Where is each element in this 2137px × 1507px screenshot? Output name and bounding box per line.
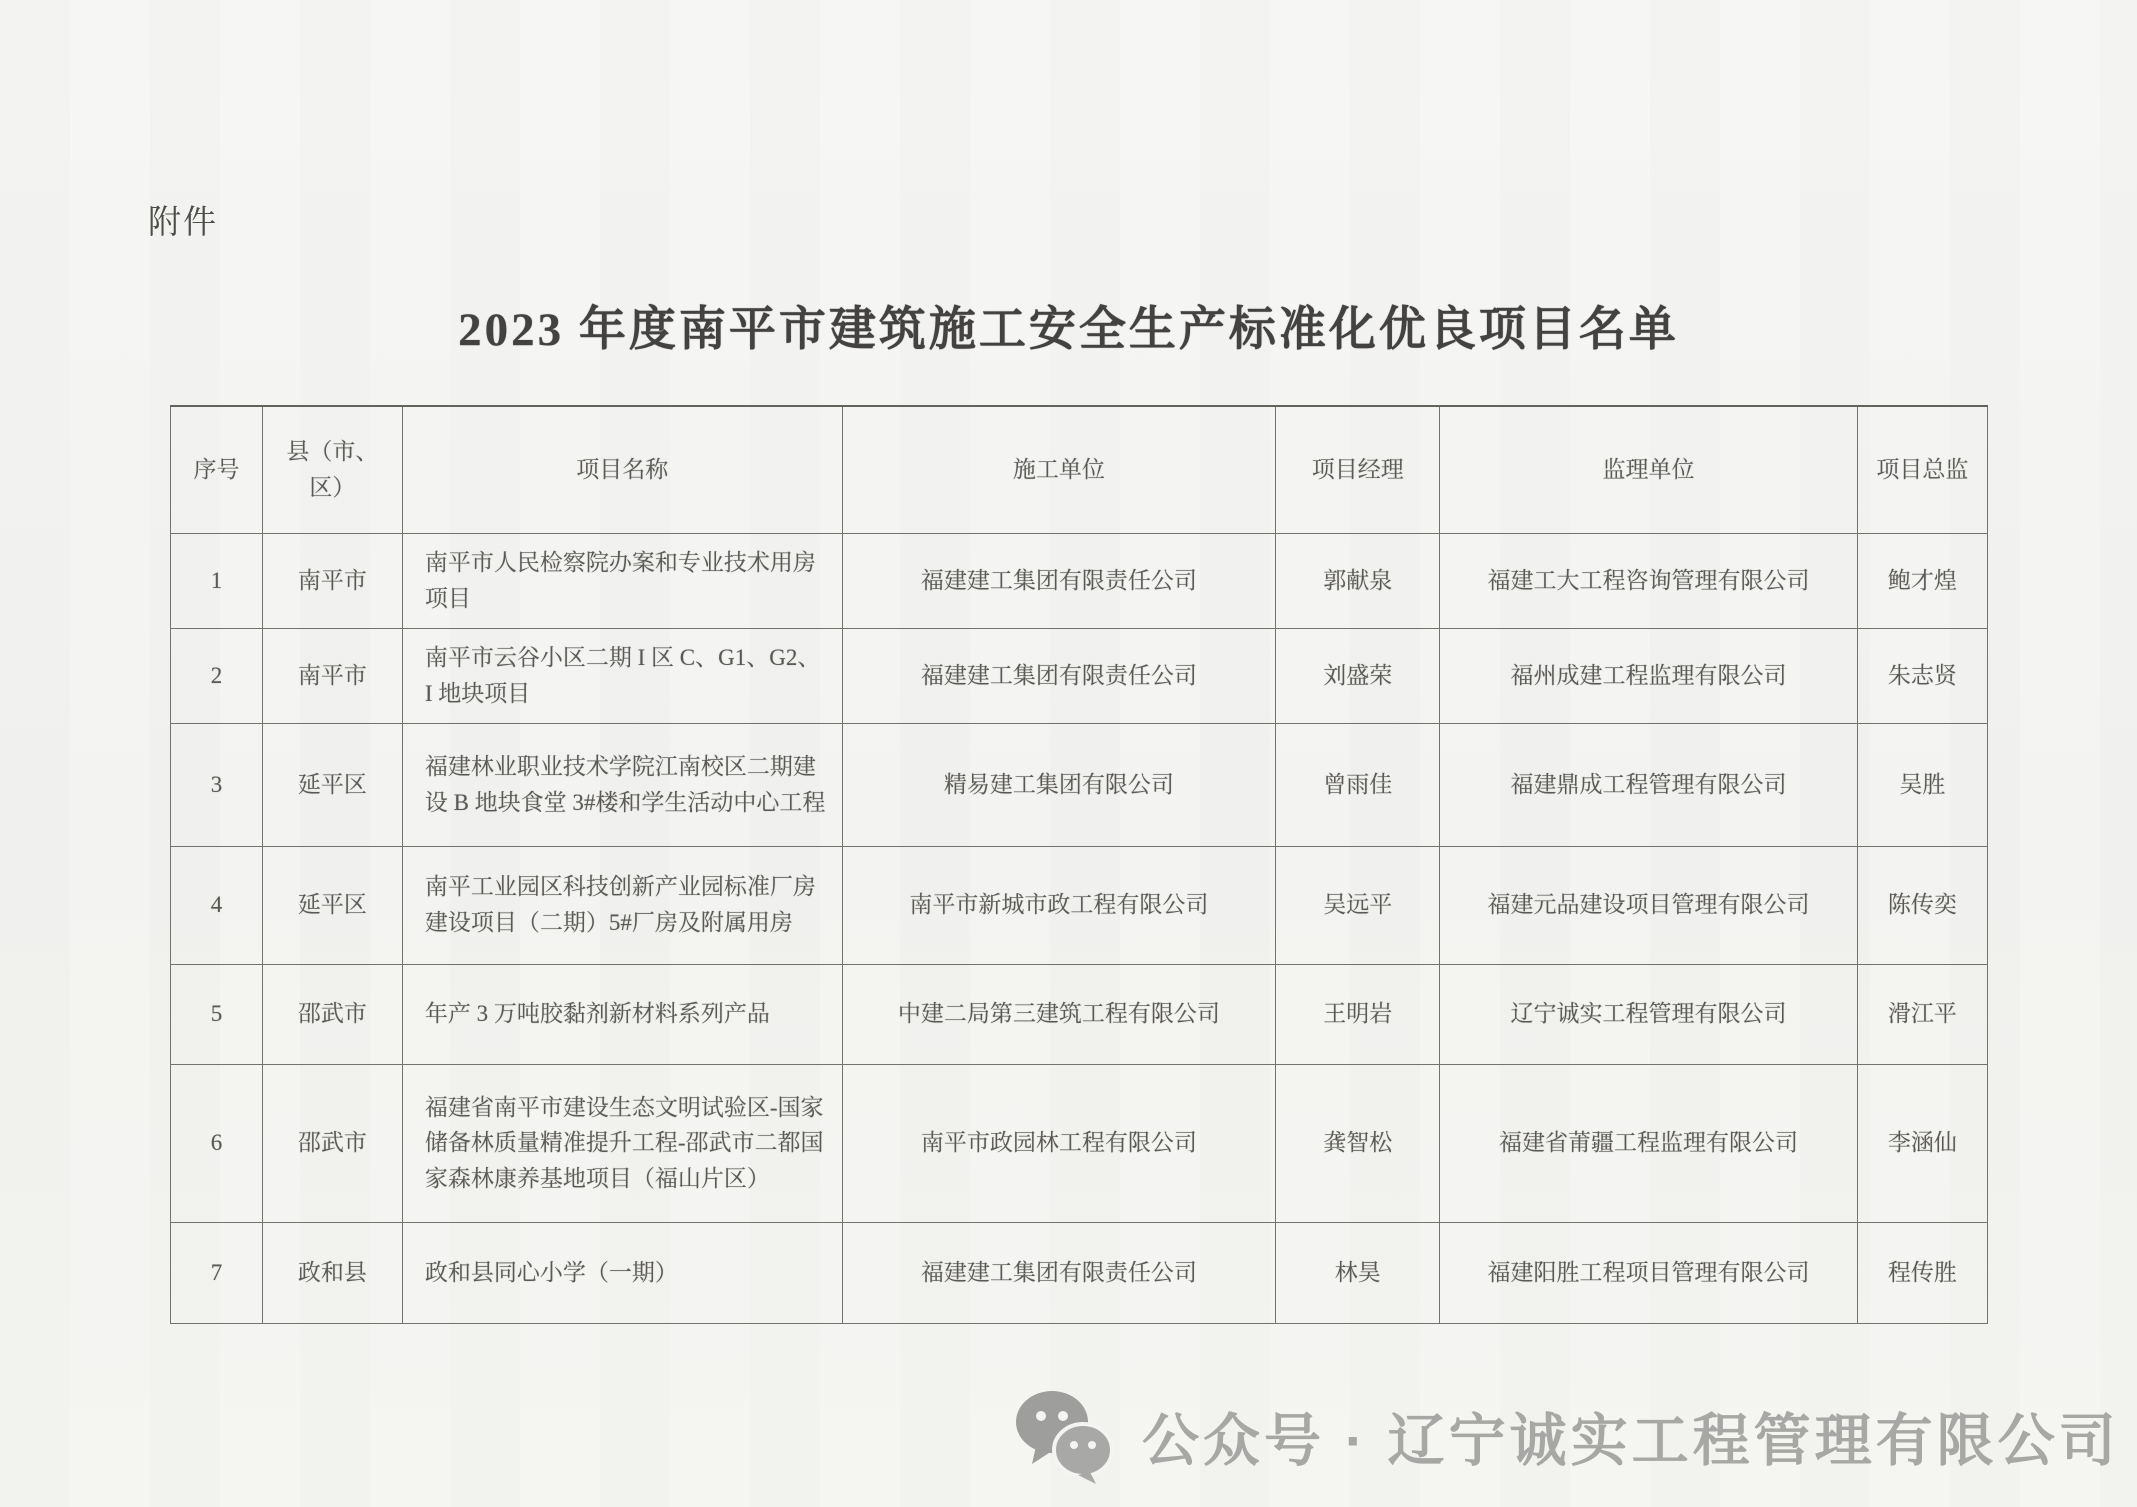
- table-cell: 福建林业职业技术学院江南校区二期建设 B 地块食堂 3#楼和学生活动中心工程: [402, 723, 842, 846]
- table-cell: 辽宁诚实工程管理有限公司: [1440, 964, 1858, 1064]
- table-cell: 南平市政园林工程有限公司: [842, 1064, 1276, 1222]
- header-project-manager: 项目经理: [1276, 406, 1440, 533]
- table-cell: 福建省南平市建设生态文明试验区-国家储备林质量精准提升工程-邵武市二都国家森林康养基地项目（福山片区）: [402, 1064, 842, 1222]
- table-cell: 福建阳胜工程项目管理有限公司: [1440, 1222, 1858, 1323]
- table-cell: 福建元品建设项目管理有限公司: [1440, 846, 1858, 964]
- header-county: 县（市、区）: [262, 406, 402, 533]
- table-cell: 鲍才煌: [1857, 533, 1987, 628]
- table-cell: 政和县: [262, 1222, 402, 1323]
- table-cell: 7: [171, 1222, 263, 1323]
- table-cell: 3: [171, 723, 263, 846]
- watermark: [1012, 1388, 2120, 1484]
- table-cell: 吴胜: [1857, 723, 1987, 846]
- header-chief-supervisor: 项目总监: [1857, 406, 1987, 533]
- table-cell: 年产 3 万吨胶黏剂新材料系列产品: [402, 964, 842, 1064]
- table-cell: 刘盛荣: [1276, 628, 1440, 723]
- table-row: [171, 723, 1988, 846]
- watermark-text: 公众号 · 辽宁诚实工程管理有限公司: [1142, 1409, 2120, 1473]
- table-cell: 李涵仙: [1857, 1064, 1987, 1222]
- table-row: [171, 1064, 1988, 1222]
- table-cell: 福建建工集团有限责任公司: [842, 628, 1276, 723]
- table-cell: 吴远平: [1276, 846, 1440, 964]
- table-cell: 6: [171, 1064, 263, 1222]
- table-cell: 陈传奕: [1857, 846, 1987, 964]
- table-cell: 福建工大工程咨询管理有限公司: [1440, 533, 1858, 628]
- table-cell: 4: [171, 846, 263, 964]
- table-row: [171, 533, 1988, 628]
- table-cell: 精易建工集团有限公司: [842, 723, 1276, 846]
- page-title: 2023 年度南平市建筑施工安全生产标准化优良项目名单: [458, 304, 1679, 356]
- table-cell: 福建建工集团有限责任公司: [842, 1222, 1276, 1323]
- header-supervision-unit: 监理单位: [1440, 406, 1858, 533]
- table-row: [171, 846, 1988, 964]
- header-project-name: 项目名称: [402, 406, 842, 533]
- table-cell: 南平市云谷小区二期 I 区 C、G1、G2、I 地块项目: [402, 628, 842, 723]
- header-contractor: 施工单位: [842, 406, 1276, 533]
- table-cell: 南平市: [262, 628, 402, 723]
- table-cell: 南平市新城市政工程有限公司: [842, 846, 1276, 964]
- table-cell: 2: [171, 628, 263, 723]
- wechat-icon: [1012, 1388, 1116, 1484]
- table-cell: 延平区: [262, 723, 402, 846]
- table-cell: 福建建工集团有限责任公司: [842, 533, 1276, 628]
- table-cell: 福建鼎成工程管理有限公司: [1440, 723, 1858, 846]
- table-cell: 政和县同心小学（一期）: [402, 1222, 842, 1323]
- attachment-label: 附件: [148, 205, 218, 241]
- header-index: 序号: [171, 406, 263, 533]
- table-cell: 南平市人民检察院办案和专业技术用房项目: [402, 533, 842, 628]
- table-body: [171, 533, 1988, 1323]
- header-row: [171, 406, 1988, 533]
- table-cell: 龚智松: [1276, 1064, 1440, 1222]
- table-cell: 南平工业园区科技创新产业园标准厂房建设项目（二期）5#厂房及附属用房: [402, 846, 842, 964]
- projects-table: [170, 405, 1988, 1324]
- table-cell: 延平区: [262, 846, 402, 964]
- table-row: [171, 1222, 1988, 1323]
- table-cell: 邵武市: [262, 964, 402, 1064]
- table-cell: 邵武市: [262, 1064, 402, 1222]
- table-cell: 程传胜: [1857, 1222, 1987, 1323]
- table-row: [171, 964, 1988, 1064]
- table-cell: 林昊: [1276, 1222, 1440, 1323]
- table-cell: 滑江平: [1857, 964, 1987, 1064]
- table-cell: 1: [171, 533, 263, 628]
- table-cell: 南平市: [262, 533, 402, 628]
- table-cell: 郭献泉: [1276, 533, 1440, 628]
- table-cell: 福建省莆疆工程监理有限公司: [1440, 1064, 1858, 1222]
- table-cell: 中建二局第三建筑工程有限公司: [842, 964, 1276, 1064]
- table-cell: 曾雨佳: [1276, 723, 1440, 846]
- table-cell: 福州成建工程监理有限公司: [1440, 628, 1858, 723]
- table-cell: 王明岩: [1276, 964, 1440, 1064]
- table-cell: 朱志贤: [1857, 628, 1987, 723]
- table-row: [171, 628, 1988, 723]
- table-cell: 5: [171, 964, 263, 1064]
